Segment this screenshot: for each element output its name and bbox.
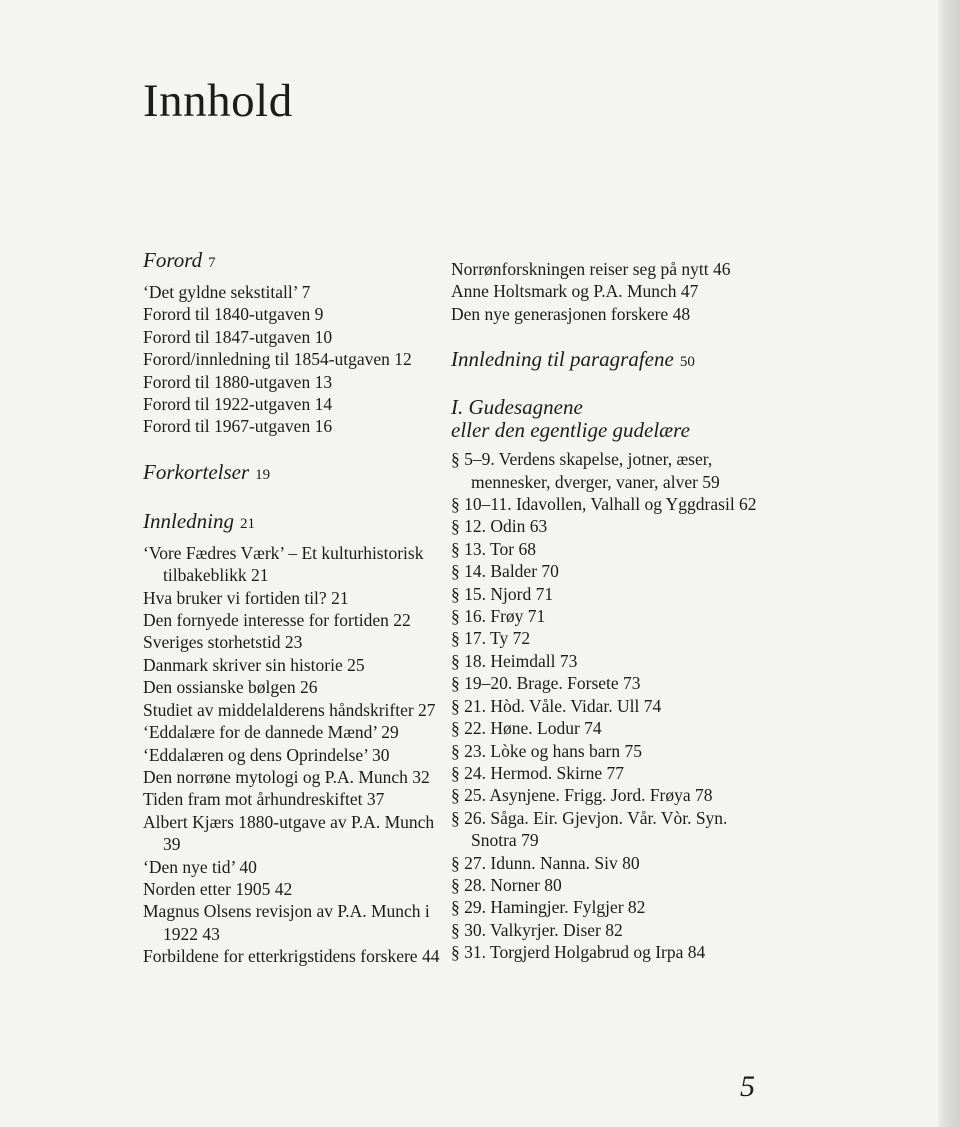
toc-entry: § 24. Hermod. Skirne 77: [451, 762, 625, 783]
section-heading-page: 19: [255, 466, 271, 483]
toc-entry: § 25. Asynjene. Frigg. Jord. Frøya 78: [451, 785, 713, 806]
toc-entry: ‘Eddalære for de dannede Mænd’ 29: [143, 722, 399, 743]
toc-entry: § 26. Såga. Eir. Gjevjon. Vår. Vòr. Syn. Snotra 79: [451, 807, 728, 851]
section-heading-page: 7: [208, 255, 216, 271]
toc-entry: ‘Det gyldne sekstitall’ 7: [143, 282, 311, 302]
toc-entry: Forord til 1840-utgaven 9: [143, 304, 324, 325]
toc-entry: § 23. Lòke og hans barn 75: [451, 740, 643, 761]
section-heading-text: Forkortelser: [143, 459, 250, 484]
toc-entry: ‘Den nye tid’ 40: [143, 856, 257, 877]
toc-right-column: [451, 258, 771, 964]
toc-left-column: [143, 248, 443, 968]
toc-entry: § 14. Balder 70: [451, 561, 559, 582]
page-edge: [938, 0, 960, 1127]
toc-entry: § 27. Idunn. Nanna. Siv 80: [451, 852, 640, 873]
part-heading-line: I. Gudesagnene: [451, 395, 583, 420]
section-heading-text: Innledning: [143, 508, 234, 533]
section-heading-text: Innledning til paragrafene: [451, 347, 674, 372]
toc-entry: Forord/innledning til 1854-utgaven 12: [143, 349, 412, 370]
toc-entry: ‘Eddalæren og dens Oprindelse’ 30: [143, 744, 390, 765]
toc-entry: Albert Kjærs 1880-utgave av P.A. Munch 39: [143, 811, 435, 855]
toc-entry: § 30. Valkyrjer. Diser 82: [451, 919, 623, 940]
toc-entry: Magnus Olsens revisjon av P.A. Munch i 1922 43: [143, 901, 430, 944]
toc-entry: Forord til 1880-utgaven 13: [143, 371, 333, 392]
toc-entry: § 13. Tor 68: [451, 538, 536, 559]
toc-entry: Tiden fram mot århundreskiftet 37: [143, 789, 385, 810]
toc-entry: Forord til 1847-utgaven 10: [143, 326, 333, 347]
toc-entry: § 31. Torgjerd Holgabrud og Irpa 84: [451, 942, 706, 963]
toc-section-heading: [143, 509, 443, 536]
toc-section-heading: [143, 460, 443, 487]
toc-entry: Den ossianske bølgen 26: [143, 677, 318, 698]
section-heading-text: Forord: [143, 248, 203, 272]
toc-entry: § 29. Hamingjer. Fylgjer 82: [451, 897, 646, 918]
toc-section-heading: [451, 347, 771, 374]
toc-entry: Den fornyede interesse for fortiden 22: [143, 610, 411, 631]
toc-entry: § 10–11. Idavollen, Valhall og Yggdrasil 62: [451, 494, 757, 515]
toc-entry: Forbildene for etterkrigstidens forskere 44: [143, 946, 440, 967]
toc-entry: § 15. Njord 71: [451, 583, 554, 604]
toc-entry: Den norrøne mytologi og P.A. Munch 32: [143, 766, 430, 787]
toc-entry: Studiet av middelalderens håndskrifter 27: [143, 699, 436, 720]
toc-entry: Sveriges storhetstid 23: [143, 632, 303, 653]
toc-section-heading: [143, 248, 443, 275]
toc-entry: § 16. Frøy 71: [451, 606, 546, 627]
toc-entry: Forord til 1967-utgaven 16: [143, 416, 333, 437]
toc-entry: Anne Holtsmark og P.A. Munch 47: [451, 281, 699, 302]
toc-entry: § 17. Ty 72: [451, 628, 531, 649]
toc-entry: Danmark skriver sin historie 25: [143, 654, 365, 675]
toc-entry: § 12. Odin 63: [451, 516, 548, 537]
toc-entry: ‘Vore Fædres Værk’ – Et kulturhistorisk tilbakeblikk 21: [143, 542, 424, 586]
toc-entry: Den nye generasjonen forskere 48: [451, 303, 691, 324]
toc-entry: Norrønforskningen reiser seg på nytt 46: [451, 259, 731, 279]
page-number: 5: [740, 1070, 755, 1103]
toc-entry: Forord til 1922-utgaven 14: [143, 394, 333, 415]
toc-entry: § 22. Høne. Lodur 74: [451, 718, 602, 739]
toc-entry: Hva bruker vi fortiden til? 21: [143, 587, 349, 608]
toc-entry: § 19–20. Brage. Forsete 73: [451, 673, 641, 694]
section-heading-page: 21: [239, 515, 255, 532]
page-title: Innhold: [143, 75, 293, 127]
toc-entry: § 5–9. Verdens skapelse, jotner, æser, mennesker, dverger, vaner, alver 59: [451, 449, 720, 492]
part-heading-line: eller den egentlige gudelære: [451, 418, 690, 443]
toc-entry: § 28. Norner 80: [451, 874, 562, 895]
toc-entry: Norden etter 1905 42: [143, 878, 293, 899]
toc-entry: § 18. Heimdall 73: [451, 650, 578, 671]
section-heading-page: 50: [679, 354, 695, 371]
toc-entry: § 21. Hòd. Våle. Vidar. Ull 74: [451, 695, 662, 716]
toc-part-heading: [451, 396, 771, 442]
